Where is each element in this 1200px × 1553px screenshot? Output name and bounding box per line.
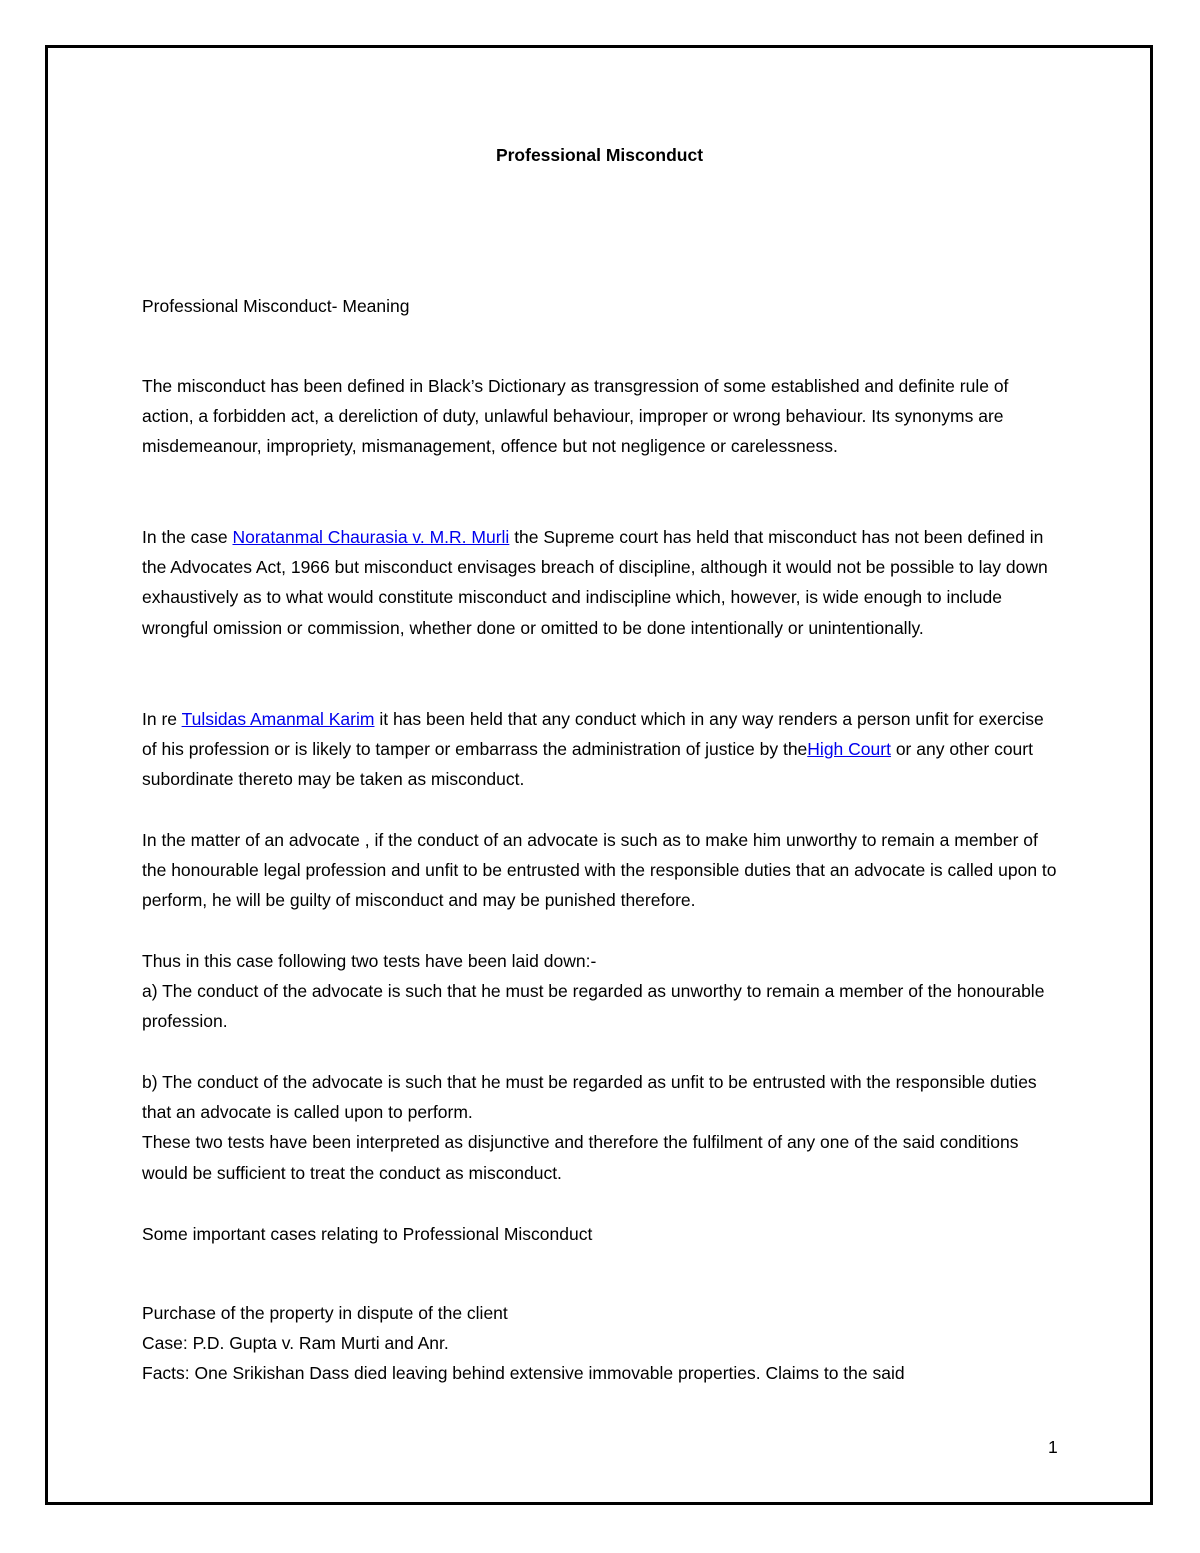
advocate-matter-text: In the matter of an advocate , if the conduct of an advocate is such as to make him unworthy to remain a member of the honourable legal profession and unfit to be entrusted with the responsible duties that an advocate is called upon to perform, he will be guilty of misconduct and may be punished therefore.: [142, 830, 1057, 911]
tulsidas-case-link[interactable]: Tulsidas Amanmal Karim: [181, 709, 375, 729]
meaning-heading: [142, 291, 1062, 321]
definition-paragraph: [142, 371, 1057, 462]
tulsidas-text: [142, 704, 1057, 795]
test-b-paragraph: [142, 1067, 1057, 1188]
noratanmal-text-pre: In the case: [142, 527, 233, 547]
cases-heading-text: Some important cases relating to Professional Misconduct: [142, 1224, 593, 1244]
tulsidas-paragraph: [142, 704, 1057, 795]
tulsidas-text-pre: In re: [142, 709, 182, 729]
tulsidas-text-post: or any other court subordinate thereto may be taken as misconduct.: [142, 739, 1033, 790]
cases-heading: [142, 1219, 1062, 1249]
case-name-text: Case: P.D. Gupta v. Ram Murti and Anr.: [142, 1333, 449, 1354]
case-section: [142, 1298, 1062, 1389]
case-facts-text: Facts: One Srikishan Dass died leaving behind extensive immovable properties. Claims to the said: [142, 1363, 905, 1384]
high-court-link[interactable]: High Court: [807, 739, 891, 760]
page-number: 1: [1048, 1437, 1058, 1457]
noratanmal-paragraph: [142, 522, 1054, 643]
tests-paragraph: [142, 946, 1062, 1037]
test-b-text: b) The conduct of the advocate is such that he must be regarded as unfit to be entrusted with the responsible duties that an advocate is called upon to perform.: [142, 1072, 1037, 1123]
disjunctive-text: These two tests have been interpreted as disjunctive and therefore the fulfilment of any one of the said conditions would be sufficient to treat the conduct as misconduct.: [142, 1132, 1019, 1183]
definition-text: The misconduct has been defined in Black’s Dictionary as transgression of some established and definite rule of action, a forbidden act, a dereliction of duty, unlawful behaviour, improper or wrong behaviour. Its synonyms are misdemeanour, impropriety, mismanagement, offence but not negligence or carelessness.: [142, 376, 1009, 457]
advocate-matter-paragraph: [142, 825, 1057, 916]
tests-intro-text: Thus in this case following two tests have been laid down:-: [142, 951, 597, 971]
case-topic-text: Purchase of the property in dispute of the client: [142, 1303, 508, 1323]
test-a-text: a) The conduct of the advocate is such that he must be regarded as unworthy to remain a member of the honourable profession.: [142, 981, 1045, 1032]
noratanmal-text-post: the Supreme court has held that misconduct has not been defined in the Advocates Act, 1966 but misconduct envisages breach of discipline, although it would not be possible to lay down exhaustively as to what would constitute misconduct and indiscipline which, however, is wide enough to include wrongful omission or commission, whether done or omitted to be done intentionally or unintentionally.: [142, 527, 1048, 638]
noratanmal-case-link[interactable]: Noratanmal Chaurasia v. M.R. Murli: [232, 527, 510, 547]
noratanmal-text: [142, 522, 1054, 643]
tulsidas-text-mid: it has been held that any conduct which in any way renders a person unfit for exercise of his profession or is likely to tamper or embarrass the administration of justice by the: [142, 709, 1044, 760]
meaning-heading-text: Professional Misconduct- Meaning: [142, 296, 410, 316]
document-title: Professional Misconduct: [495, 145, 704, 165]
